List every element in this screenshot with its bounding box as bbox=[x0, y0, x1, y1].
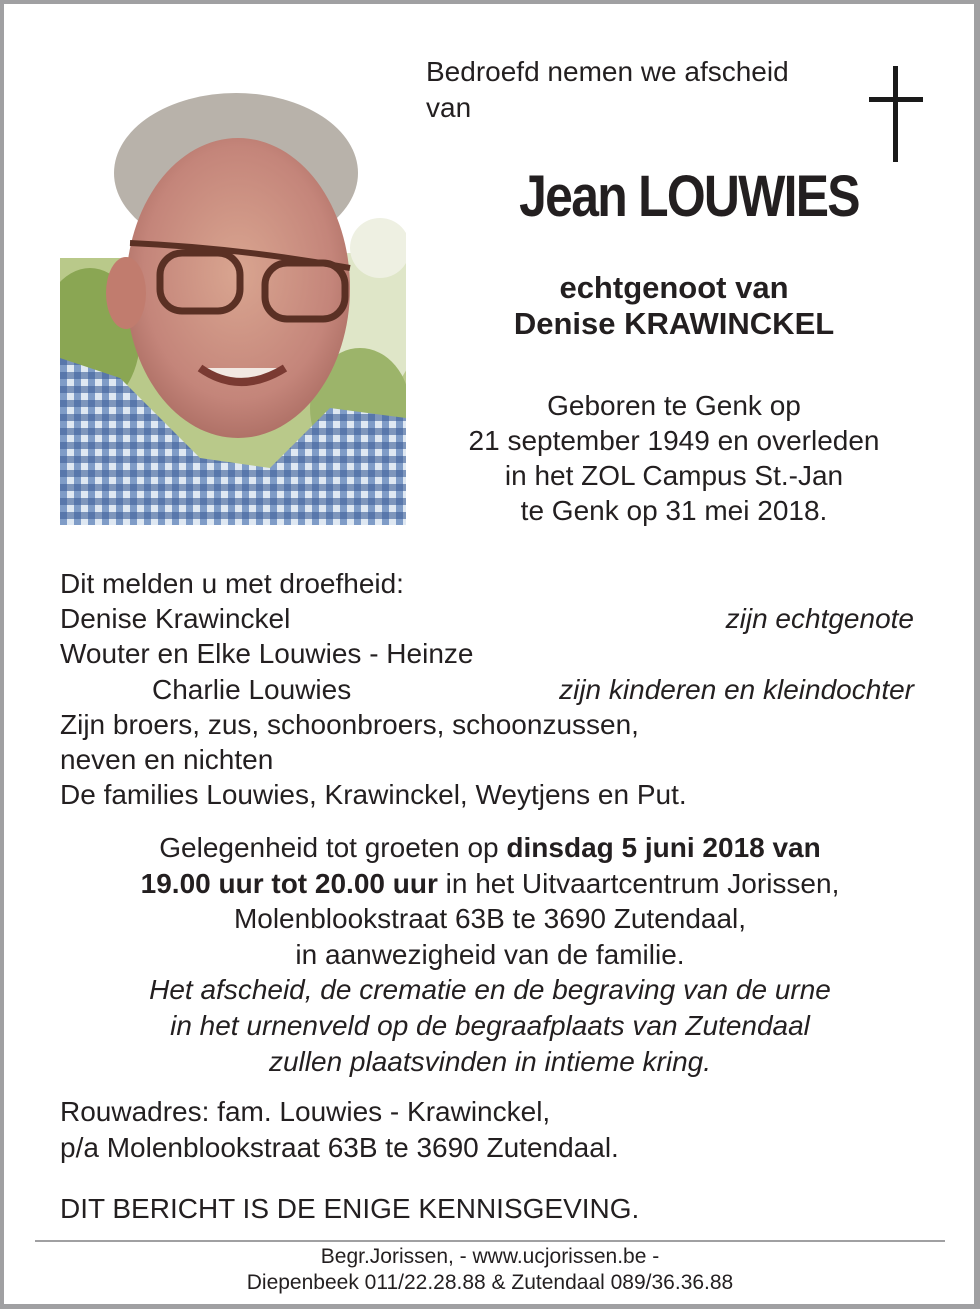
ceremony-line: in het urnenveld op de begraafplaats van Zutendaal bbox=[170, 1009, 810, 1041]
intro-text bbox=[426, 54, 866, 126]
deceased-name: Jean LOUWIES bbox=[519, 164, 859, 229]
spouse-name: Denise KRAWINCKEL bbox=[513, 306, 835, 341]
visit-line: in aanwezigheid van de familie. bbox=[295, 938, 685, 970]
family-row bbox=[60, 601, 920, 636]
spouse-info bbox=[424, 270, 924, 342]
address-line: Rouwadres: fam. Louwies - Krawinckel, bbox=[60, 1096, 551, 1127]
family-row bbox=[60, 777, 920, 812]
visit-time: 19.00 uur tot 20.00 uur bbox=[140, 867, 438, 899]
visit-date: dinsdag 5 juni 2018 van bbox=[506, 832, 821, 863]
visit-line bbox=[60, 866, 920, 902]
family-member: neven en nichten bbox=[60, 743, 274, 775]
obituary-card bbox=[4, 4, 974, 1304]
visit-text: in het Uitvaartcentrum Jorissen, bbox=[437, 867, 840, 899]
cross-icon bbox=[866, 66, 926, 162]
family-member: De families Louwies, Krawinckel, Weytjens en Put. bbox=[60, 779, 687, 811]
address-line: p/a Molenblookstraat 63B te 3690 Zutendaal. bbox=[60, 1131, 619, 1163]
sole-notice: DIT BERICHT IS DE ENIGE KENNISGEVING. bbox=[60, 1193, 640, 1224]
spouse-label: echtgenoot van bbox=[559, 270, 789, 305]
family-list bbox=[60, 566, 920, 812]
footer-divider bbox=[35, 1240, 945, 1242]
family-member: Zijn broers, zus, schoonbroers, schoonzussen, bbox=[60, 708, 639, 740]
visit-line bbox=[60, 830, 920, 866]
family-row bbox=[60, 707, 920, 742]
birth-line: te Genk op 31 mei 2018. bbox=[520, 495, 828, 526]
birth-line: 21 september 1949 en overleden bbox=[468, 425, 880, 456]
footer-line: Diepenbeek 011/22.28.88 & Zutendaal 089/36.36.88 bbox=[246, 1271, 734, 1294]
intro-line: Bedroefd nemen we afscheid bbox=[426, 56, 789, 87]
footer-line: Begr.Jorissen, - www.ucjorissen.be - bbox=[320, 1245, 660, 1268]
family-relation: zijn echtgenote bbox=[725, 603, 914, 635]
birth-line: Geboren te Genk op bbox=[547, 390, 801, 421]
mourning-address bbox=[60, 1094, 920, 1165]
family-row bbox=[60, 636, 920, 671]
ceremony-line: Het afscheid, de crematie en de begraving van de urne bbox=[149, 974, 831, 1006]
family-member: Wouter en Elke Louwies - Heinze bbox=[60, 638, 474, 670]
birth-line: in het ZOL Campus St.-Jan bbox=[504, 460, 844, 491]
portrait-photo bbox=[60, 78, 406, 525]
family-row bbox=[60, 672, 920, 707]
portrait-image bbox=[60, 78, 406, 525]
visitation-info bbox=[60, 830, 920, 1079]
family-relation: zijn kinderen en kleindochter bbox=[559, 673, 914, 705]
family-member: Denise Krawinckel bbox=[60, 603, 291, 635]
visit-text: Gelegenheid tot groeten op bbox=[159, 832, 507, 863]
visit-line: Molenblookstraat 63B te 3690 Zutendaal, bbox=[233, 903, 747, 935]
birth-death-info bbox=[424, 388, 924, 528]
intro-line: van bbox=[426, 92, 472, 123]
family-heading: Dit melden u met droefheid: bbox=[60, 568, 404, 599]
funeral-home-footer bbox=[35, 1244, 945, 1296]
family-row bbox=[60, 742, 920, 777]
family-member: Charlie Louwies bbox=[152, 673, 352, 705]
ceremony-line: zullen plaatsvinden in intieme kring. bbox=[268, 1045, 712, 1077]
